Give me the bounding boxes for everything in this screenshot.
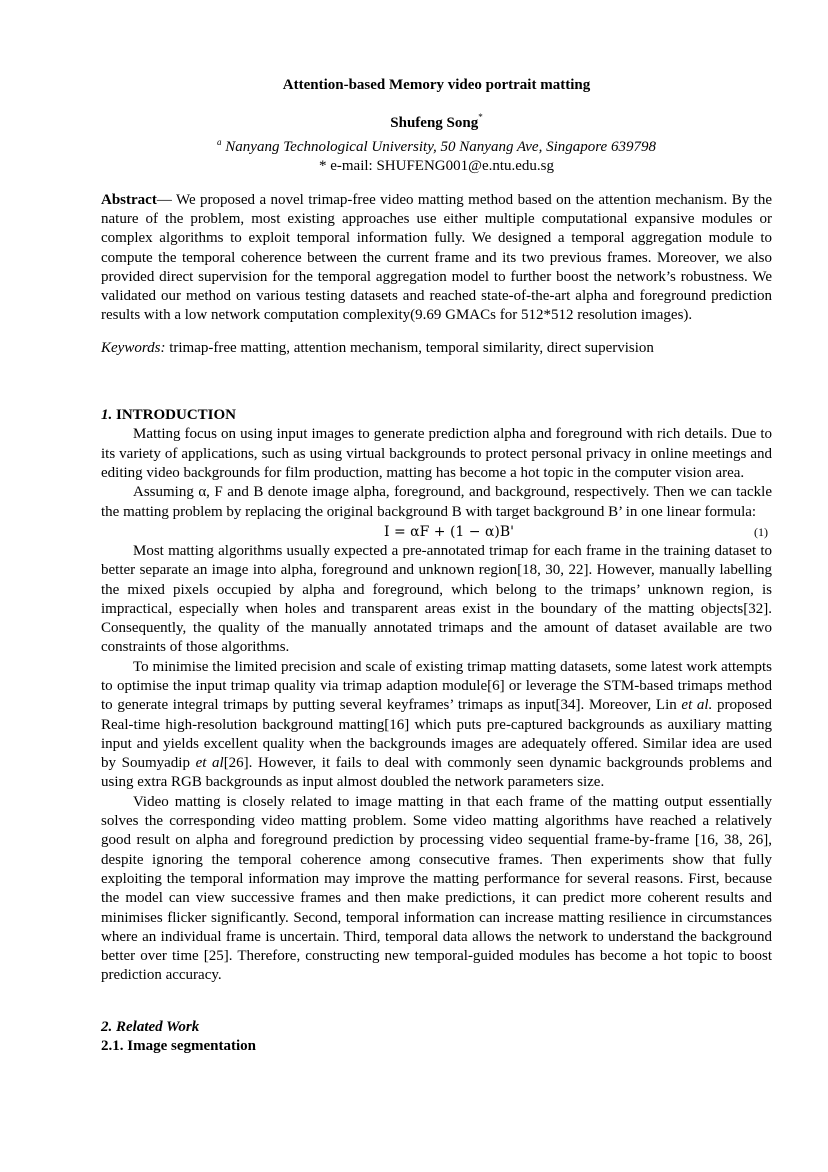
paragraph-5: Video matting is closely related to image matting in that each frame of the matting output essentially solves the corresponding video matting problem. Some video matting algorithms have reached a relatively good result on alpha and foreground prediction by processing video sequential frame-by-frame [16, 38, 26], despite ignoring the temporal coherence among consecutive frames. Then experiments show that fully exploiting the temporal information may improve the matting performance for several reasons. First, because the model can view successive frames and then make predictions, it can predict more coherent results and minimises flicker significantly. Second, temporal information can increase matting resilience in circumstances where an individual frame is uncertain. Third, temporal data allows the network to understand the background better over time [25]. Therefore, constructing new temporal-guided modules has become a hot topic to boost prediction accuracy. xyxy=(101,793,772,984)
abstract-text: — We proposed a novel trimap-free video matting method based on the attention mechanism. By the nature of the problem, most existing approaches use either multiple computational expansive modules or complex algorithms to exploit temporal information fully. We designed a temporal aggregation module to compute the temporal coherence between the current frame and its two previous frames. Moreover, we also provided direct supervision for the temporal aggregation model to further boost the network’s robustness. We validated our method on various testing datasets and reached state-of-the-art alpha and foreground prediction results with a low network computation complexity(9.69 GMACs for 512*512 resolution images). xyxy=(101,192,772,324)
abstract xyxy=(101,191,772,325)
equation-1 xyxy=(101,522,772,542)
paper-title: Attention-based Memory video portrait matting xyxy=(282,77,591,93)
keywords-label: Keywords: xyxy=(101,340,166,357)
affiliation-text: Nanyang Technological University, 50 Nanyang Ave, Singapore 639798 xyxy=(225,139,656,155)
keywords-text: trimap-free matting, attention mechanism, temporal similarity, direct supervision xyxy=(165,340,654,357)
author-name xyxy=(101,108,772,133)
paragraph-4-part-b: proposed Real-time high-resolution background matting[16] which puts pre-captured backgrounds as auxiliary matting input and yields excellent quality when the backgrounds images are adequately offered. Similar idea are used by Soumyadip xyxy=(101,697,772,772)
author-name-text: Shufeng Song xyxy=(390,115,479,131)
abstract-label: Abstract xyxy=(101,192,157,208)
keywords xyxy=(101,339,772,358)
subsection-heading-image-segmentation: 2.1. Image segmentation xyxy=(101,1037,256,1054)
paragraph-4 xyxy=(101,658,772,793)
section-heading-introduction xyxy=(101,406,772,425)
paragraph-4-part-a: To minimise the limited precision and scale of existing trimap matting datasets, some latest work attempts to optimise the input trimap quality via trimap adaption module[6] or leverage the STM-based trimaps method to generate integral trimaps by putting several keyframes’ trimaps as input[34]. Moreover, Lin xyxy=(101,658,772,714)
paragraph-3: Most matting algorithms usually expected a pre-annotated trimap for each frame in the training dataset to better separate an image into alpha, foreground and unknown region[18, 30, 22]. However, manually labelling the mixed pixels occupied by alpha and foreground, which belong to the trimaps’ unknown region, is impractical, especially when holes and transparent areas exist in the boundary of the matting objects[32]. Consequently, the quality of the manually annotated trimaps and the amount of dataset available are two constraints of those algorithms. xyxy=(101,542,772,656)
section-title: INTRODUCTION xyxy=(112,407,237,424)
author-mark: * xyxy=(478,112,483,122)
et-al-1: et al. xyxy=(681,697,713,714)
paper-page xyxy=(101,76,772,1056)
affiliation-mark: a xyxy=(217,137,222,147)
formula: I = αF + (1 − α)B' xyxy=(384,523,515,540)
paragraph-2: Assuming α, F and B denote image alpha, foreground, and background, respectively. Then we can tackle the matting problem by replacing the original background B with target background B’ in one linear formula: xyxy=(101,484,772,520)
et-al-2: et al xyxy=(195,755,224,772)
section-number: 1. xyxy=(101,407,113,424)
equation-number: (1) xyxy=(754,524,768,539)
section-heading-related-work: 2. Related Work xyxy=(101,1018,200,1035)
affiliation xyxy=(101,133,772,157)
author-email: * e-mail: SHUFENG001@e.ntu.edu.sg xyxy=(318,158,555,174)
paragraph-1: Matting focus on using input images to generate prediction alpha and foreground with rich details. Due to its variety of applications, such as using virtual backgrounds to protect personal privacy in online meetings and editing video backgrounds for film production, matting has become a hot topic in the computer vision area. xyxy=(101,426,772,482)
paragraph-4-part-c: [26]. However, it fails to deal with commonly seen dynamic backgrounds problems and using extra RGB backgrounds as input almost doubled the network parameters size. xyxy=(101,755,772,791)
